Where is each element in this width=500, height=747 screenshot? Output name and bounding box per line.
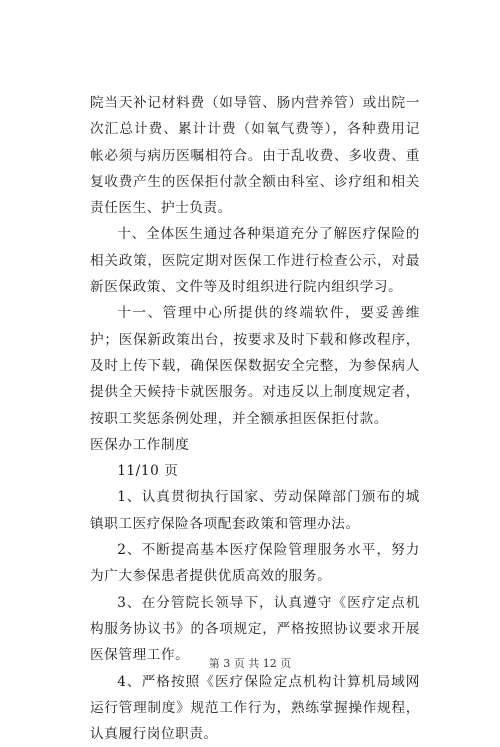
rule-item-2: 2、不断提高基本医疗保险管理服务水平，努力为广大参保患者提供优质高效的服务。 <box>90 542 420 585</box>
rule-item-3: 3、在分管院长领导下，认真遵守《医疗定点机构服务协议书》的各项规定，严格按照协议要求开展医保管理工作。 <box>90 594 420 664</box>
paragraph-item-11: 十一、管理中心所提供的终端软件，要妥善维护；医保新政策出台，按要求及时下载和修改程序，及时上传下载，确保医保数据安全完整，为参保病人提供全天候持卡就医服务。对违反以上制度规定者，按职工奖惩条例处理，并全额承担医保拒付款。 <box>90 305 420 427</box>
paragraph-continuation: 院当天补记材料费（如导管、肠内营养管）或出院一次汇总计费、累计计费（如氧气费等），各种费用记帐必须与病历医嘱相符合。由于乱收费、多收费、重复收费产生的医保拒付款全额由科室、诊疗组和相关责任医生、护士负责。 <box>90 95 420 217</box>
paragraph-item-10: 十、全体医生通过各种渠道充分了解医疗保险的相关政策，医院定期对医保工作进行检查公示，对最新医保政策、文件等及时组织进行院内组织学习。 <box>90 226 420 296</box>
page-footer: 第 3 页 共 12 页 <box>208 657 292 670</box>
page-marker: 11/10 页 <box>117 463 179 480</box>
document-body <box>90 90 420 747</box>
rule-item-1: 1、认真贯彻执行国家、劳动保障部门颁布的城镇职工医疗保险各项配套政策和管理办法。 <box>90 489 420 532</box>
rule-item-4: 4、严格按照《医疗保险定点机构计算机局域网运行管理制度》规范工作行为，熟练掌握操作规程，认真履行岗位职责。 <box>90 673 420 743</box>
section-heading: 医保办工作制度 <box>90 436 190 453</box>
